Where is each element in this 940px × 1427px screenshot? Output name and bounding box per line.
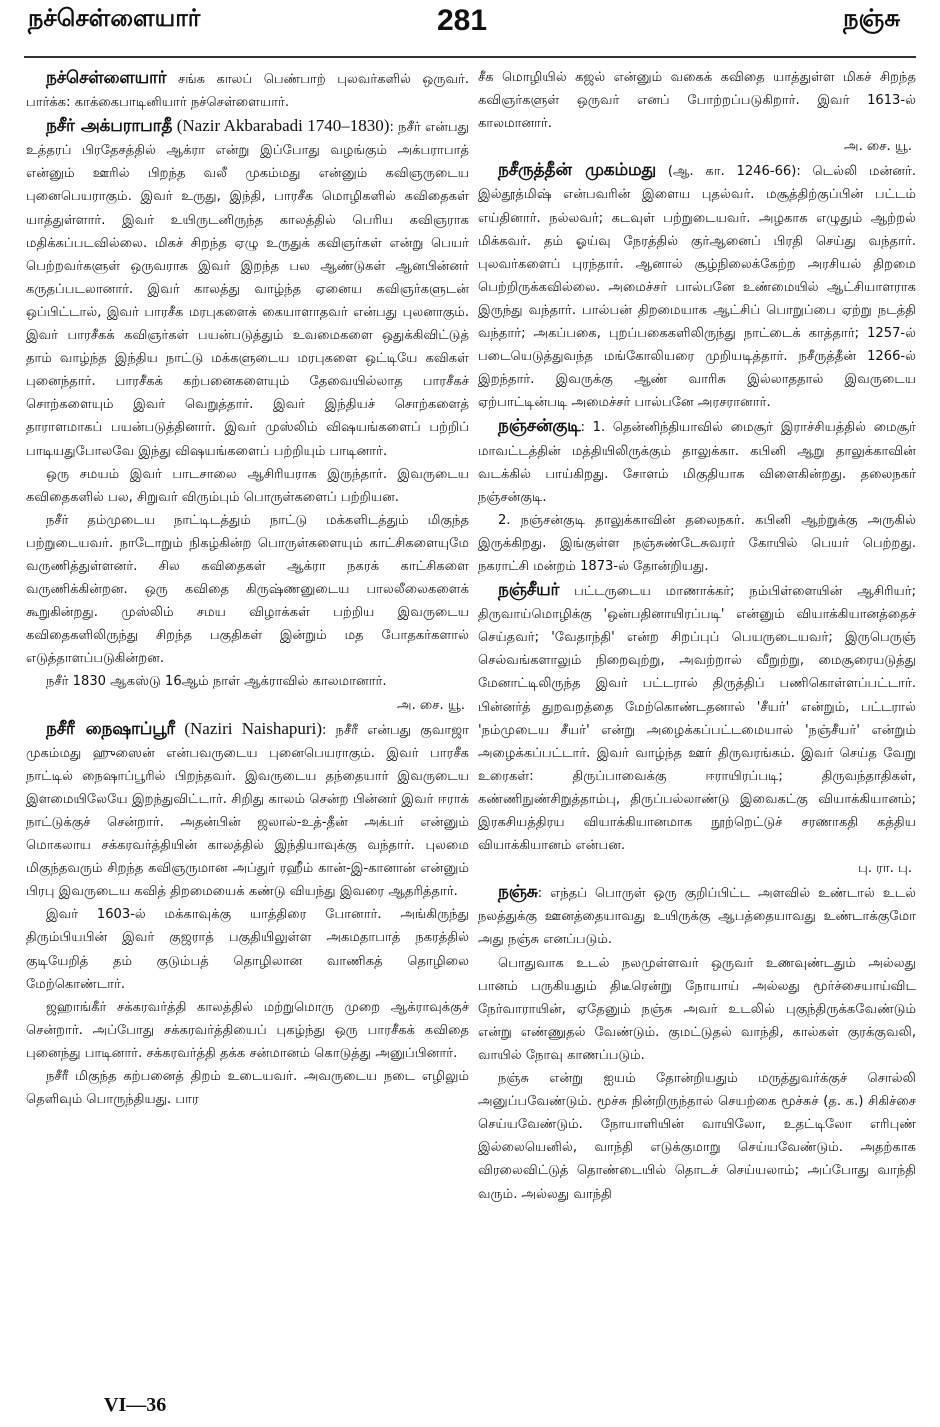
right-column — [478, 66, 916, 1206]
entry-paragraph: பொதுவாக உடல் நலமுள்ளவர் ஒருவர் உணவுண்டதும் அல்லது பானம் பருகியதும் திடீரென்று நோயாய் அல்லது மூர்ச்சையாய்விட நேர்வாராயின், ஏதேனும் நஞ்சு அவர் உடலில் புகுந்திருக்கவேண்டும் என்று எண்ணுதல் வேண்டும். குமட்டுதல் வாந்தி, கால்கள் குரக்குவலி, வாயில் நோவு காணப்படும். — [478, 955, 916, 1063]
entry-headword: நசீரீ நைஷாப்பூரீ — [46, 717, 176, 738]
entry-nazir-akbarabadi — [26, 114, 469, 462]
entry-dates: (ஆ. கா. 1246-66) — [656, 164, 797, 180]
entry-paragraph: நசீர் தம்முடைய நாட்டிடத்தும் நாட்டு மக்களிடத்தும் மிகுந்த பற்றுடையவர். நாடோறும் நிகழ்கின்ற பொருள்களையும் காட்சிகளையுமே வருணித்துள்ளனர். சில கவிதைகள் ஆக்ரா நகரக் காட்சிகளை வருணிக்கின்றன. ஒரு கவிதை கிருஷ்ணனுடைய பாலலீலைகளைக் கூறுகின்றது. முஸ்லிம் சமய விழாக்கள் பற்றிய இவருடைய கவிதைகளிலிருந்து சிறந்த பகுதிகள் இன்றும் மத போதகர்களால் எடுத்தாளப்படுகின்றன. — [26, 512, 469, 667]
running-head-left: நச்செள்ளையார் — [28, 4, 201, 32]
entry-nachchellaiyar — [26, 66, 469, 114]
entry-headword: நஞ்சீயர் — [498, 579, 560, 600]
entry-text: பட்டருடைய மாணாக்கர்; நம்பிள்ளையின் ஆசிரியர்; திருவாய்மொழிக்கு 'ஒன்பதினாயிரப்படி' என்னும் வியாக்கியானத்தைச் செய்தவர்; 'வேதாந்தி' என்ற சிறப்புப் பெயருடையவர்; இருபெருஞ் செல்வங்களாலும் நிறைவுற்று, அவற்றால் வீறுற்று, மைசூரையடுத்து மேனாட்டிலிருந்த இவர் பட்டரால் திருத்திப் பணிகொள்ளப்பட்டார். பின்னர்த் துறவறத்தை மேற்கொண்டதனால் 'சீயர்' என்றும், பட்டரால் 'நம்முடைய சீயர்' என்று அழைக்கப்பட்டமையால் 'நஞ்சீயர்' என்றும் அழைக்கப்பட்டார். இவர் வாழ்ந்த ஊர் திருவரங்கம். இவர் செய்த வேறு உரைகள்: திருப்பாவைக்கு ஈராயிரப்படி; திருவந்தாதிகள், கண்ணிநுண்சிறுத்தாம்பு, திருப்பல்லாண்டு இவைகட்கு வியாக்கியானம்; இரகசியத்திரய வியாக்கியானமாக நூற்றெட்டுச் சரணாகதி கத்திய வியாக்கியானம் என்பன. — [478, 584, 916, 854]
author-initials: அ. சை. யூ. — [844, 139, 912, 155]
running-head-right: நஞ்சு — [843, 4, 900, 32]
entry-text: : டெல்லி மன்னர். இல்தூத்மிஷ் என்பவரின் இளைய புதல்வர். மசூத்திற்குப்பின் பட்டம் எய்தினார். நல்லவர்; கடவுள் பற்றுடையவர். அழகாக எழுதும் ஆற்றல் மிக்கவர். தம் ஓய்வு நேரத்தில் குர்ஆனைப் பிரதி செய்து வந்தார். புலவர்களைப் புரந்தார். ஆனால் சூழ்நிலைக்கேற்ற அரசியல் திறமை பெற்றிருக்கவில்லை. அமைச்சர் பால்பனே உண்மையில் ஆட்சியாளராக இருந்து வந்தார். பால்பன் திறமையாக ஆட்சிப் பொறுப்பை ஏற்று நடத்தி வந்தார்; அகப்பகை, புறப்பகைகளிலிருந்து நாட்டைக் காத்தார்; 1257-ல் படையெடுத்துவந்த மங்கோலியரை முறியடித்தார். நசீருத்தீன் 1266-ல் இறந்தார். இவருக்கு ஆண் வாரிசு இல்லாததால் இவருடைய ஏற்பாட்டின்படி அமைச்சர் பால்பனே அரசரானார். — [478, 164, 916, 411]
entry-headword: நசீர் அக்பராபாதீ — [46, 115, 173, 136]
entry-headword: நஞ்சன்குடி — [498, 415, 581, 436]
entry-text: சங்க காலப் பெண்பாற் புலவர்களில் ஒருவர். பார்க்க: காக்கைபாடினியார் நச்செள்ளையார். — [26, 72, 469, 111]
entry-text: : எந்தப் பொருள் ஒரு குறிப்பிட்ட அளவில் உண்டால் உடல் நலத்துக்கு ஊனத்தையாவது உயிருக்கு ஆபத்தையாவது உண்டாக்குமோ அது நஞ்சு எனப்படும். — [478, 886, 916, 948]
entry-paragraph: ஜஹாங்கீர் சக்கரவர்த்தி காலத்தில் மற்றுமொரு முறை ஆக்ராவுக்குச் சென்றார். அப்போது சக்கரவர்த்தியைப் புகழ்ந்து ஒரு பாரசீகக் கவிதை புனைந்து பாடினார். சக்கரவர்த்தி தக்க சன்மானம் கொடுத்து அனுப்பினார். — [26, 999, 469, 1061]
entry-paragraph: நஞ்சு என்று ஐயம் தோன்றியதும் மருத்துவர்க்குச் சொல்லி அனுப்பவேண்டும். மூச்சு நின்றிருந்தால் செயற்கை மூச்சுச் (த. க.) சிகிச்சை செய்யவேண்டும். நோயாளியின் வாயிலோ, உதட்டிலோ எரிபுண் இல்லையெனில், வாந்தி எடுக்குமாறு செய்யவேண்டும். அதற்காக விரலைவிட்டுத் தொண்டையில் தொடச் செய்யலாம்; அப்போது வாந்தி வரும். அல்லது வாந்தி — [478, 1071, 916, 1202]
entry-paragraph: நசீரீ மிகுந்த கற்பனைத் திறம் உடையவர். அவருடைய நடை எழிலும் தெளிவும் பொருந்தியது. பார — [26, 1069, 469, 1108]
entry-headword: நஞ்சு — [498, 881, 538, 902]
entry-nasiruddin-muhammad — [478, 158, 916, 414]
entry-text: : நசீர் என்பது உத்தரப் பிரதேசத்தில் ஆக்ரா என்று இப்போது வழங்கும் அக்பராபாத் என்னும் ஊரில் பிறந்த வலீ முகம்மது என்னும் கவிஞருடைய புனைபெயராகும். இவர் உருது, இந்தி, பாரசீக மொழிகளில் கவிதைகள் யாத்துள்ளார். இவர் உயிருடனிருந்த காலத்தில் பெரிய கவிஞராக மதிக்கப்படவில்லை. மிகச் சிறந்த ஏழு உருதுக் கவிஞர்கள் என்று பெயர் பெற்றவர்களுள் ஒருவராக இவர் இறந்த பல ஆண்டுகள் ஆனபின்னர் கருதப்படலானார். இவர் காலத்து வாழ்ந்த ஏனைய கவிஞர்களுடன் ஒப்பிட்டால், இவர் பாரசீக மரபுகளைக் கையாளாதவர் என்பது புலனாகும். இவர் பாரசீகக் கவிஞர்கள் பயன்படுத்தும் உவமைகளை ஒதுக்கிவிட்டுத் தாம் வாழ்ந்த இந்திய நாட்டு மக்களுடைய மரபுகளை ஒட்டியே கவிகள் புனைந்தார். பாரசீகக் கற்பனைகளையும் தேவையில்லாத பாரசீகச் சொற்களையும் இவர் வெறுத்தார். இவர் இந்தியச் சொற்களைத் தாராளமாகப் பயன்படுத்தினார். இவர் முஸ்லிம் விஷயங்களைப் பற்றிப் பாடியதுபோலவே இந்து விஷயங்களைப் பற்றியும் பாடினார். — [26, 120, 469, 459]
left-column — [26, 66, 469, 1111]
entry-continuation: சீக மொழியில் கஜல் என்னும் வகைக் கவிதை யாத்துள்ள மிகச் சிறந்த கவிஞர்களுள் ஒருவர் எனப் போற்றப்படுகிறார். இவர் 1613-ல் காலமானார். — [478, 70, 916, 132]
author-initials: அ. சை. யூ. — [397, 697, 465, 713]
volume-footer: VI—36 — [104, 1394, 167, 1416]
header-rule — [24, 56, 916, 58]
entry-text: : 1. தென்னிந்தியாவில் மைசூர் இராச்சியத்தில் மைசூர் மாவட்டத்தின் மத்தியிலிருக்கும் தாலுக்கா. கபினி ஆறு தாலுக்காவின் வடக்கில் பாய்கிறது. சோளம் மிகுதியாக விளைகின்றது. தலைநகர் நஞ்சன்குடி. — [478, 420, 916, 505]
entry-text: : நசீரீ என்பது குவாஜா முகம்மது ஹுஸைன் என்பவருடைய புனைபெயராகும். இவர் பாரசீக நாட்டில் நைஷாப்பூரில் பிறந்தவர். இவருடைய தந்தையார் இவருடைய இளமையிலேயே இறந்துவிட்டார். சிறிது காலம் சென்ற பின்னர் இவர் ஈராக் நாட்டுக்குச் சென்றார். அதன்பின் ஜலால்-உத்-தீன் அக்பர் என்னும் மொகலாய சக்கரவர்த்தியின் காலத்தில் இந்தியாவுக்கு வந்தார். புலமை மிகுந்தவரும் சிறந்த கவிஞருமான அப்துர் ரஹீம் கான்-இ-கானான் என்னும் பிரபு இவருடைய கவித் திறமையைக் கண்டு வியந்து இவரை ஆதரித்தார். — [26, 722, 469, 900]
entry-paragraph: 2. நஞ்சன்குடி தாலுக்காவின் தலைநகர். கபினி ஆற்றுக்கு அருகில் இருக்கிறது. இங்குள்ள நஞ்சுண்டேசுவரர் கோயில் பெயர் பெற்றது. நகராட்சி மன்றம் 1873-ல் தோன்றியது. — [478, 512, 916, 574]
entry-paragraph: நசீர் 1830 ஆகஸ்டு 16ஆம் நாள் ஆக்ராவில் காலமானார். — [46, 674, 387, 690]
page-number: 281 — [437, 4, 488, 37]
entry-nanjangud — [478, 414, 916, 508]
entry-latin-name: (Naziri Naishapuri) — [175, 718, 322, 738]
entry-headword: நச்செள்ளையார் — [46, 67, 167, 87]
entry-paragraph: இவர் 1603-ல் மக்காவுக்கு யாத்திரை போனார். அங்கிருந்து திரும்பியபின் இவர் குஜராத் பகுதியிலுள்ள அகமதாபாத் நகரத்தில் குடியேறித் தம் குடும்பத் தொழிலான வாணிகத் தொழிலை மேற்கொண்டார். — [26, 907, 469, 992]
entry-paragraph: ஒரு சமயம் இவர் பாடசாலை ஆசிரியராக இருந்தார். இவருடைய கவிதைகளில் பல, சிறுவர் விரும்பும் பொருள்களைப் பற்றியன. — [26, 466, 469, 505]
author-initials: பு. ரா. பு. — [858, 861, 912, 877]
entry-nanju — [478, 880, 916, 951]
entry-latin-name: (Nazir Akbarabadi 1740–1830) — [172, 116, 390, 136]
entry-nanjeeyar — [478, 578, 916, 857]
entry-naziri-naishapuri — [26, 717, 469, 904]
entry-headword: நசீருத்தீன் முகம்மது — [498, 159, 657, 180]
